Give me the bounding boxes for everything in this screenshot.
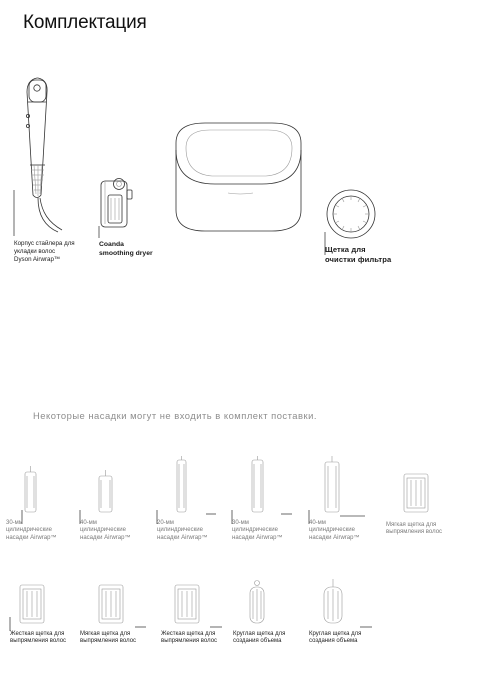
styler-handle <box>27 78 47 198</box>
barrel-40mm-icon-b <box>325 456 339 512</box>
attachment-label-30mm-a: 30-мм цилиндрические насадки Airwrap™ <box>6 520 57 541</box>
attachment-label-firm-brush-a: Жесткая щетка для выпрямления волос <box>10 631 67 645</box>
attachment-label-40mm-a: 40-мм цилиндрические насадки Airwrap™ <box>80 520 131 541</box>
attachment-label-firm-brush-b: Жесткая щетка для выпрямления волос <box>161 631 218 645</box>
firm-smoothing-brush-icon-a <box>20 585 44 623</box>
attachment-label-20mm: 20-мм цилиндрические насадки Airwrap™ <box>157 520 208 541</box>
round-volumising-brush-icon-a <box>250 581 264 624</box>
soft-smoothing-brush-icon-a <box>404 474 428 512</box>
soft-smoothing-brush-icon-b <box>99 585 123 623</box>
attachment-label-30mm-b: 30-мм цилиндрические насадки Airwrap™ <box>232 520 283 541</box>
attachment-label-round-brush-a: Круглая щетка для создания объема <box>233 631 286 645</box>
barrel-30mm-icon-a <box>25 466 36 512</box>
disclaimer-note: Некоторые насадки могут не входить в комплект поставки. <box>33 410 317 421</box>
styler-body-label: Корпус стайлера для укладки волос Dyson Airwrap™ <box>14 240 75 263</box>
attachment-label-soft-brush-b: Мягкая щетка для выпрямления волос <box>80 631 137 645</box>
attachment-label-soft-brush-a: Мягкая щетка для выпрямления волос <box>386 522 443 536</box>
round-volumising-brush-icon-b <box>324 579 342 623</box>
filter-brush-label: Щетка для очистки фильтра <box>325 245 392 264</box>
filter-cleaning-brush-illustration <box>327 190 375 238</box>
barrel-40mm-icon-a <box>99 470 112 512</box>
styler-vent-icon <box>34 85 40 91</box>
attachments-row1-illustrations <box>0 450 495 530</box>
firm-smoothing-brush-icon-b <box>175 585 199 623</box>
attachment-label-round-brush-b: Круглая щетка для создания объема <box>309 631 362 645</box>
barrel-30mm-icon-b <box>252 456 263 512</box>
coanda-dryer-illustration <box>101 179 132 228</box>
attachment-label-40mm-b: 40-мм цилиндрические насадки Airwrap™ <box>309 520 360 541</box>
page-title: Комплектация <box>23 12 147 33</box>
storage-case-illustration <box>176 123 301 231</box>
attachments-row2-illustrations <box>0 575 495 635</box>
coanda-dryer-label: Coanda smoothing dryer <box>99 241 153 257</box>
barrel-20mm-icon <box>177 456 186 512</box>
styler-cable <box>40 198 62 230</box>
